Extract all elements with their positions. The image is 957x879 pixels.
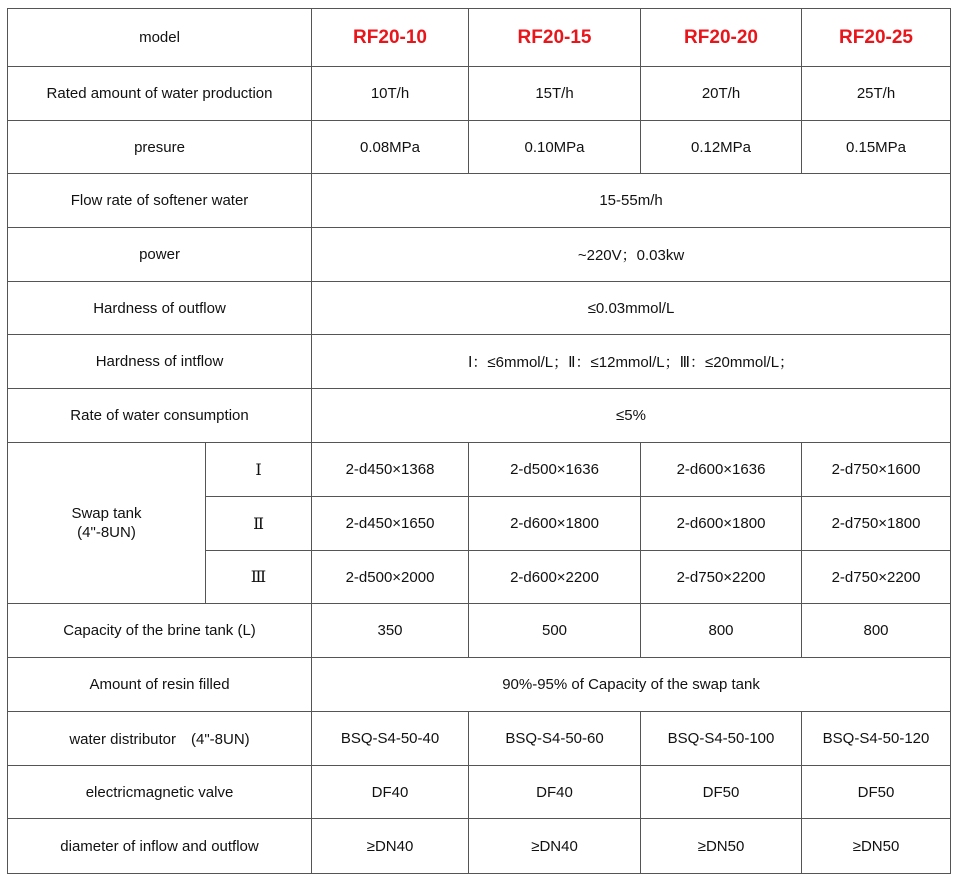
table-row-power	[8, 228, 951, 282]
table-cell: 2-d500×1636	[469, 443, 641, 497]
table-cell: 2-d600×1800	[641, 497, 802, 551]
table-cell: 0.08MPa	[312, 121, 469, 174]
table-cell: 2-d500×2000	[312, 551, 469, 604]
table-cell: 0.12MPa	[641, 121, 802, 174]
table-cell: Ⅰ：≤6mmol/L；Ⅱ：≤12mmol/L；Ⅲ：≤20mmol/L；	[312, 335, 951, 389]
row-label: Hardness of intflow	[8, 335, 312, 389]
table-cell: BSQ-S4-50-120	[802, 712, 951, 766]
model-name: RF20-25	[802, 9, 951, 67]
hardness-level: Ⅱ	[206, 497, 312, 551]
table-cell: BSQ-S4-50-100	[641, 712, 802, 766]
table-cell: ~220V；0.03kw	[312, 228, 951, 282]
table-row-flow-rate	[8, 174, 951, 228]
table-cell: DF50	[641, 766, 802, 819]
table-row-rated	[8, 67, 951, 121]
table-row-hardness-outflow	[8, 282, 951, 335]
row-label: water distributor (4"-8UN)	[8, 712, 312, 766]
row-label: Rate of water consumption	[8, 389, 312, 443]
table-cell: 2-d600×1800	[469, 497, 641, 551]
row-label: presure	[8, 121, 312, 174]
row-label: Rated amount of water production	[8, 67, 312, 121]
swap-tank-label: Swap tank	[71, 505, 142, 522]
table-row-hardness-inflow	[8, 335, 951, 389]
table-cell: 800	[641, 604, 802, 658]
table-cell: ≤0.03mmol/L	[312, 282, 951, 335]
table-row-consumption	[8, 389, 951, 443]
table-row-pressure	[8, 121, 951, 174]
table-cell: DF40	[469, 766, 641, 819]
table-cell: 800	[802, 604, 951, 658]
table-cell: 2-d450×1368	[312, 443, 469, 497]
table-cell: 0.10MPa	[469, 121, 641, 174]
hardness-level: Ⅰ	[206, 443, 312, 497]
row-label: Flow rate of softener water	[8, 174, 312, 228]
table-cell: 20T/h	[641, 67, 802, 121]
model-name: RF20-15	[469, 9, 641, 67]
table-row-swap-tank-1	[8, 443, 951, 497]
table-cell: 350	[312, 604, 469, 658]
row-label: Capacity of the brine tank (L)	[8, 604, 312, 658]
table-row-valve	[8, 766, 951, 819]
table-row-brine-tank	[8, 604, 951, 658]
table-row-model	[8, 9, 951, 67]
table-cell: 500	[469, 604, 641, 658]
table-cell: 15T/h	[469, 67, 641, 121]
table-cell: 25T/h	[802, 67, 951, 121]
hardness-level: Ⅲ	[206, 551, 312, 604]
row-label-swap-tank	[8, 443, 206, 604]
table-row-diameter	[8, 819, 951, 874]
table-cell: 2-d750×1600	[802, 443, 951, 497]
model-name: RF20-20	[641, 9, 802, 67]
table-cell: BSQ-S4-50-60	[469, 712, 641, 766]
row-label: electricmagnetic valve	[8, 766, 312, 819]
table-row-distributor	[8, 712, 951, 766]
row-label: Amount of resin filled	[8, 658, 312, 712]
table-cell: DF40	[312, 766, 469, 819]
table-cell: 15-55m/h	[312, 174, 951, 228]
table-cell: 2-d600×2200	[469, 551, 641, 604]
table-cell: BSQ-S4-50-40	[312, 712, 469, 766]
table-row-resin	[8, 658, 951, 712]
row-label: diameter of inflow and outflow	[8, 819, 312, 874]
table-cell: 2-d750×2200	[641, 551, 802, 604]
table-cell: ≥DN40	[312, 819, 469, 874]
row-label: power	[8, 228, 312, 282]
table-cell: 2-d600×1636	[641, 443, 802, 497]
table-cell: 2-d750×1800	[802, 497, 951, 551]
table-cell: ≥DN50	[641, 819, 802, 874]
table-cell: 90%-95% of Capacity of the swap tank	[312, 658, 951, 712]
table-cell: DF50	[802, 766, 951, 819]
row-label: model	[8, 9, 312, 67]
specification-table	[7, 8, 951, 874]
table-cell: ≥DN50	[802, 819, 951, 874]
table-cell: 10T/h	[312, 67, 469, 121]
table-cell: ≥DN40	[469, 819, 641, 874]
row-label: Hardness of outflow	[8, 282, 312, 335]
table-cell: 2-d750×2200	[802, 551, 951, 604]
swap-tank-thread: (4"-8UN)	[77, 524, 136, 541]
table-cell: ≤5%	[312, 389, 951, 443]
model-name: RF20-10	[312, 9, 469, 67]
table-cell: 2-d450×1650	[312, 497, 469, 551]
table-cell: 0.15MPa	[802, 121, 951, 174]
